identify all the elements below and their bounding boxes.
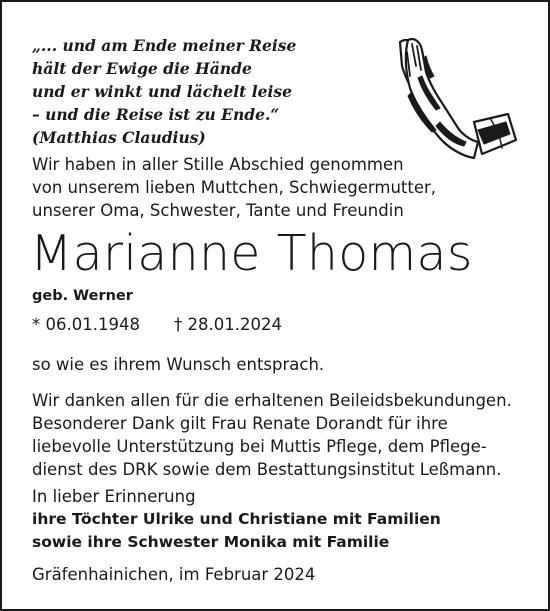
family-line: ihre Töchter Ulrike und Christiane mit Familien [32, 510, 441, 528]
thanks-line: Wir danken allen für die erhaltenen Beileidsbekundungen. [32, 391, 512, 410]
place-date: Gräfenhainichen, im Februar 2024 [32, 565, 316, 584]
intro-line: Wir haben in aller Stille Abschied genommen [32, 155, 404, 174]
thanks-line: dienst des DRK sowie dem Bestattungsinstitut Leßmann. [32, 460, 502, 479]
thanks-line: liebevolle Unterstützung bei Muttis Pflege, dem Pflege- [32, 437, 487, 456]
birth-name: geb. Werner [32, 288, 133, 304]
intro-line: unserer Oma, Schwester, Tante und Freundin [32, 201, 404, 220]
praying-hands-icon [378, 36, 518, 161]
poem-line: „... und am Ende meiner Reise [32, 36, 297, 55]
poem-line: hält der Ewige die Hände [32, 59, 252, 78]
life-dates [32, 315, 282, 334]
poem-line: und er winkt und lächelt leise [32, 82, 292, 101]
poem [32, 34, 296, 149]
wish-text: so wie es ihrem Wunsch entsprach. [32, 355, 325, 374]
birth-date: * 06.01.1948 [32, 315, 140, 334]
intro-text [32, 153, 436, 222]
memory-block [32, 485, 441, 554]
poem-author: (Matthias Claudius) [32, 128, 206, 147]
memory-intro: In lieber Erinnerung [32, 487, 196, 506]
thanks-text [32, 389, 512, 481]
intro-line: von unserem lieben Muttchen, Schwiegermutter, [32, 178, 437, 197]
poem-line: – und die Reise ist zu Ende.“ [32, 105, 280, 124]
deceased-name: Marianne Thomas [30, 225, 473, 282]
family-line: sowie ihre Schwester Monika mit Familie [32, 533, 390, 551]
thanks-line: Besonderer Dank gilt Frau Renate Dorandt für ihre [32, 414, 448, 433]
death-date: † 28.01.2024 [174, 315, 282, 334]
